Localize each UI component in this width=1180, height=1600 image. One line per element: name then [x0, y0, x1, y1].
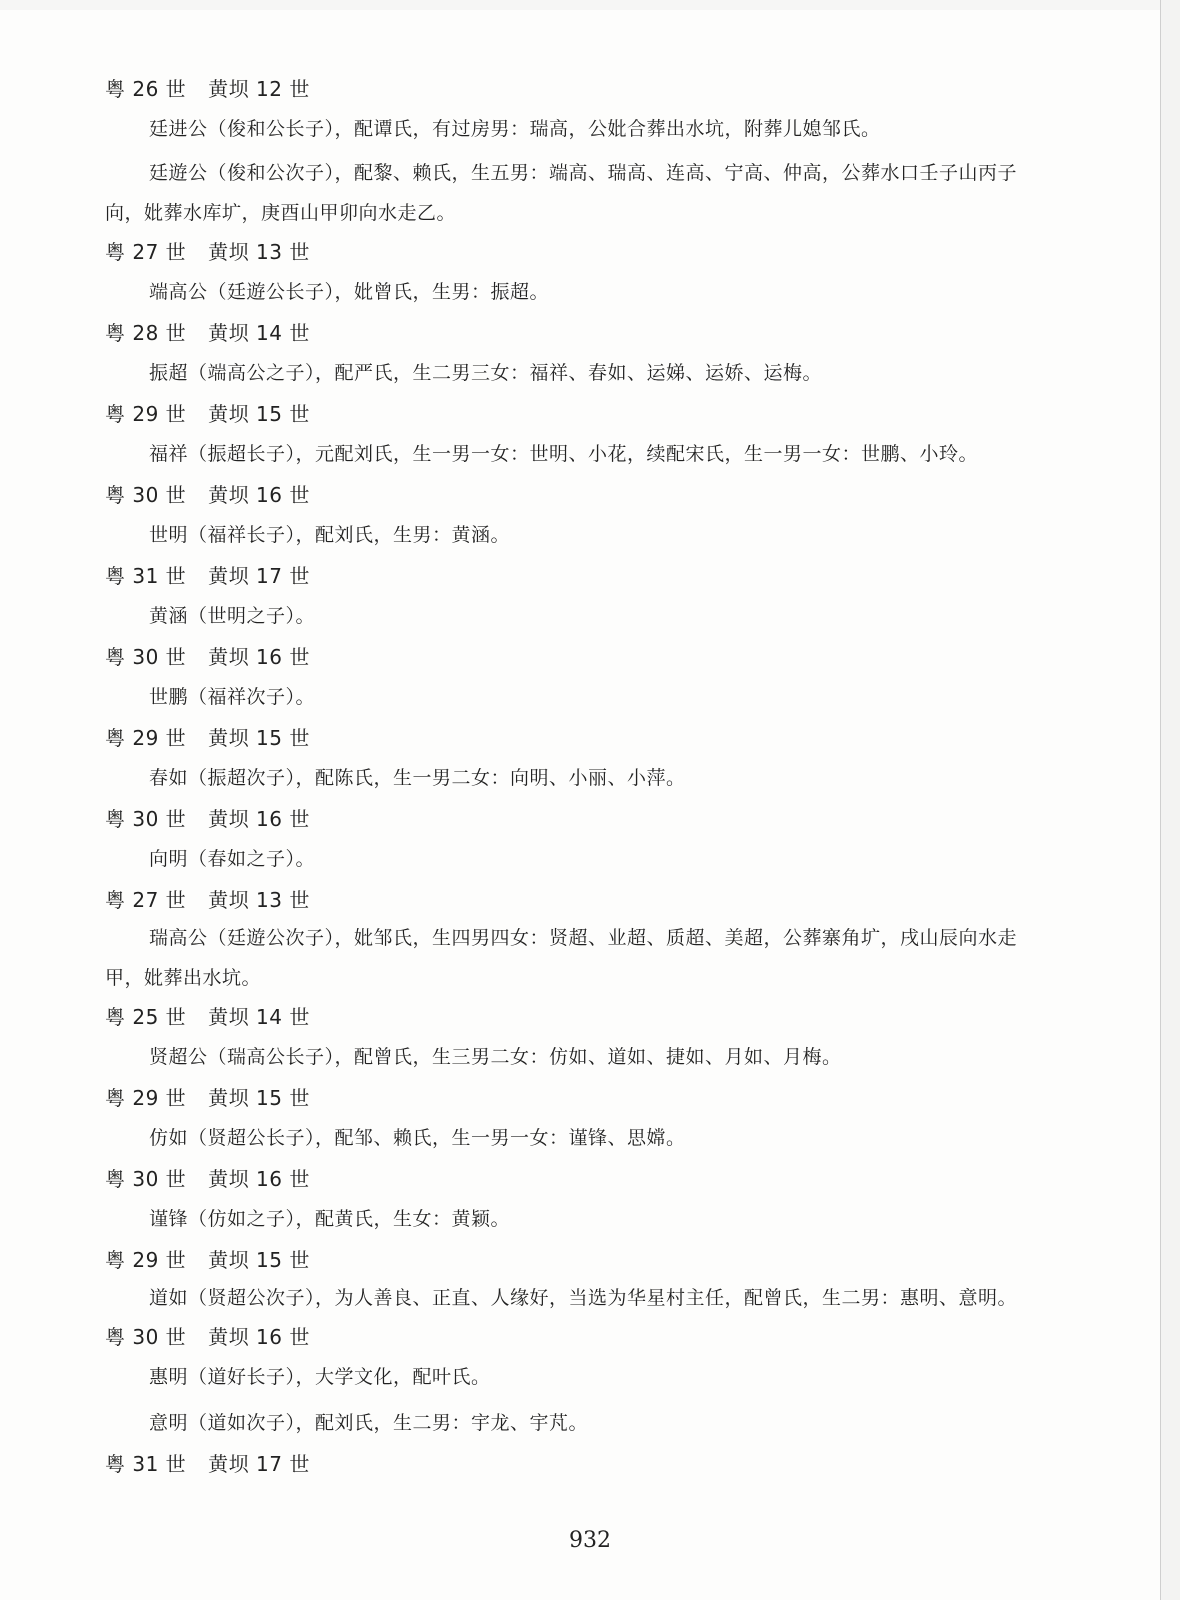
branch-generation-label: 黄坝 15 世: [208, 726, 310, 750]
branch-generation-label: 黄坝 16 世: [208, 807, 310, 831]
person-record: 世鹏（福祥次子）。: [149, 686, 316, 708]
generation-heading: [105, 1000, 1045, 1035]
branch-generation-label: 黄坝 15 世: [208, 1086, 310, 1110]
generation-label: 粤 30 世: [105, 483, 187, 507]
generation-heading: [105, 1243, 1045, 1278]
person-record: 春如（振超次子），配陈氏，生一男二女：向明、小丽、小萍。: [149, 767, 686, 789]
person-record: 贤超公（瑞高公长子），配曾氏，生三男二女：仿如、道如、捷如、月如、月梅。: [149, 1046, 842, 1068]
branch-generation-label: 黄坝 12 世: [208, 77, 310, 101]
generation-label: 粤 29 世: [105, 1086, 187, 1110]
person-record: 向明（春如之子）。: [149, 848, 316, 870]
branch-generation-label: 黄坝 13 世: [208, 888, 310, 912]
branch-generation-label: 黄坝 16 世: [208, 1167, 310, 1191]
generation-heading: [105, 883, 1045, 918]
generation-label: 粤 28 世: [105, 321, 187, 345]
branch-generation-label: 黄坝 14 世: [208, 321, 310, 345]
person-record: 黄涵（世明之子）。: [149, 605, 316, 627]
generation-heading: [105, 1162, 1045, 1197]
person-record: 谨锋（仿如之子），配黄氏，生女：黄颖。: [149, 1208, 511, 1230]
scan-edge-top: [0, 0, 1160, 10]
generation-label: 粤 25 世: [105, 1005, 187, 1029]
generation-heading: [105, 1320, 1045, 1355]
generation-heading: [105, 640, 1045, 675]
person-record: 惠明（道好长子），大学文化，配叶氏。: [149, 1366, 491, 1388]
generation-label: 粤 27 世: [105, 888, 187, 912]
generation-heading: [105, 316, 1045, 351]
branch-generation-label: 黄坝 16 世: [208, 483, 310, 507]
generation-heading: [105, 72, 1045, 107]
generation-label: 粤 27 世: [105, 240, 187, 264]
branch-generation-label: 黄坝 16 世: [208, 1325, 310, 1349]
person-record: 廷遊公（俊和公次子），配黎、赖氏，生五男：端高、瑞高、连高、宁高、仲高，公葬水口壬子山丙子向，妣葬水库圹，庚酉山甲卯向水走乙。: [105, 162, 1018, 224]
person-record: 世明（福祥长子），配刘氏，生男：黄涵。: [149, 524, 511, 546]
generation-heading: [105, 478, 1045, 513]
generation-label: 粤 29 世: [105, 726, 187, 750]
generation-label: 粤 29 世: [105, 1248, 187, 1272]
branch-generation-label: 黄坝 16 世: [208, 645, 310, 669]
genealogy-text-block: [105, 72, 1045, 1482]
generation-heading: [105, 1447, 1045, 1482]
generation-label: 粤 30 世: [105, 1167, 187, 1191]
person-record: 端高公（廷遊公长子），妣曾氏，生男：振超。: [149, 281, 550, 303]
branch-generation-label: 黄坝 17 世: [208, 564, 310, 588]
person-record: 振超（端高公之子），配严氏，生二男三女：福祥、春如、运娣、运娇、运梅。: [149, 362, 823, 384]
generation-heading: [105, 1081, 1045, 1116]
person-record: 瑞高公（廷遊公次子），妣邹氏，生四男四女：贤超、业超、质超、美超，公葬寨角圹，戌山辰向水走甲，妣葬出水坑。: [105, 927, 1018, 989]
person-record: 道如（贤超公次子），为人善良、正直、人缘好，当选为华星村主任，配曾氏，生二男：惠明、意明。: [149, 1287, 1018, 1309]
person-record: 仿如（贤超公长子），配邹、赖氏，生一男一女：谨锋、思嫦。: [149, 1127, 686, 1149]
branch-generation-label: 黄坝 14 世: [208, 1005, 310, 1029]
generation-heading: [105, 721, 1045, 756]
generation-label: 粤 30 世: [105, 807, 187, 831]
generation-label: 粤 30 世: [105, 1325, 187, 1349]
person-record: 福祥（振超长子），元配刘氏，生一男一女：世明、小花，续配宋氏，生一男一女：世鹏、小玲。: [149, 443, 979, 465]
generation-heading: [105, 802, 1045, 837]
scan-edge-right: [1160, 0, 1180, 1600]
generation-label: 粤 31 世: [105, 1452, 187, 1476]
generation-label: 粤 26 世: [105, 77, 187, 101]
branch-generation-label: 黄坝 15 世: [208, 1248, 310, 1272]
generation-heading: [105, 235, 1045, 270]
generation-heading: [105, 397, 1045, 432]
person-record: 廷进公（俊和公长子），配谭氏，有过房男：瑞高，公妣合葬出水坑，附葬儿媳邹氏。: [149, 118, 881, 140]
generation-label: 粤 30 世: [105, 645, 187, 669]
generation-label: 粤 31 世: [105, 564, 187, 588]
branch-generation-label: 黄坝 15 世: [208, 402, 310, 426]
branch-generation-label: 黄坝 17 世: [208, 1452, 310, 1476]
page-number: 932: [569, 1528, 611, 1553]
person-record: 意明（道如次子），配刘氏，生二男：宇龙、宇芃。: [149, 1412, 589, 1434]
generation-heading: [105, 559, 1045, 594]
branch-generation-label: 黄坝 13 世: [208, 240, 310, 264]
generation-label: 粤 29 世: [105, 402, 187, 426]
